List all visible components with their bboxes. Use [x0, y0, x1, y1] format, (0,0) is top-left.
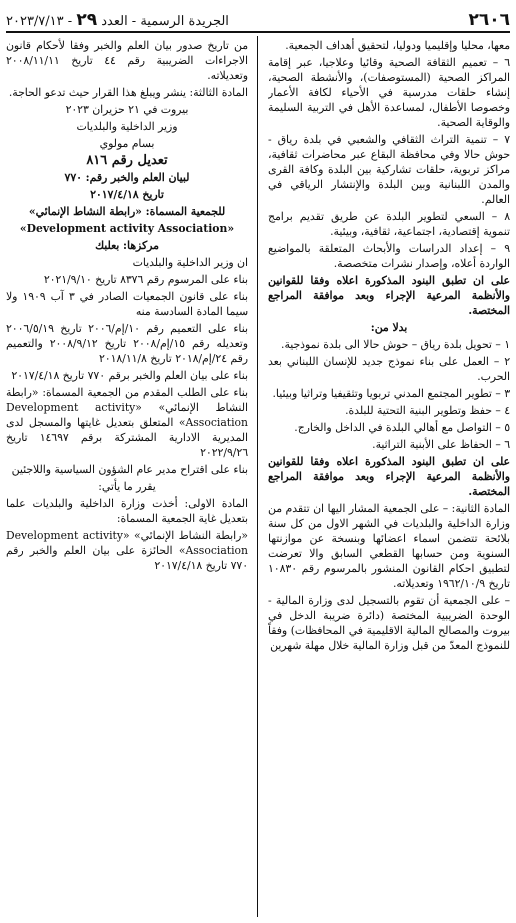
paragraph: يقرر ما يأتي:	[98, 480, 156, 493]
paragraph: ٥ – التواصل مع أهالي البلدة في الداخل والخارج.	[294, 421, 510, 434]
paragraph: المادة الاولى: أخذت وزارة الداخلية والبلديات علما بتعديل غاية الجمعية المسماة:	[6, 497, 248, 525]
left-column	[6, 38, 248, 918]
paragraph: بيروت في ٢١ حزيران ٢٠٢٣	[65, 103, 189, 116]
paragraph: على ان تطبق البنود المذكورة اعلاه وفقا للقوانين والأنظمة المرعية الإجراء وبعد موافقة المراجع المختصة.	[268, 274, 510, 317]
paragraph: مركزها: بعلبك	[95, 239, 159, 252]
paragraph: ٩ – إعداد الدراسات والأبحاث المتعلقة بالمواضيع الواردة أعلاه، وإصدار نشرات متخصصة.	[268, 242, 510, 270]
paragraph: من تاريخ صدور بيان العلم والخبر وفقا لأحكام قانون الاجراءات الضريبية رقم ٤٤ تاريخ ٢٠٠٨/١١/١١ وتعديلاته.	[6, 39, 248, 82]
paragraph: بسام مولوي	[99, 137, 155, 150]
paragraph: بناء على اقتراح مدير عام الشؤون السياسية واللاجئين	[11, 463, 248, 476]
page-header	[6, 6, 510, 30]
paragraph: ٣ – تطوير المجتمع المدني تربويا وتثقيفيا وتراثيا وبيئيا.	[272, 387, 510, 400]
header-rule	[6, 31, 510, 33]
paragraph: تاريخ ٢٠١٧/٤/١٨	[90, 188, 164, 201]
paragraph: بدلا من:	[370, 321, 408, 334]
paragraph: «رابطة النشاط الإنمائي» «Development activity Association» الحائزة على بيان العلم والخبر رقم ٧٧٠ تاريخ ٢٠١٧/٤/١٨	[6, 529, 248, 572]
paragraph: ٦ – تعميم الثقافة الصحية وقائيا وعلاجيا، عبر إقامة المراكز الصحية (المستوصفات)، والأنشطة الصحية، إنشاء حلقات مدرسية في الأحياء لكافة الأعمار وخصوصا الأطفال، لمساعدة الأهل في التربية السليمة والوقاية الصحية.	[268, 56, 510, 129]
paragraph: بناء على بيان العلم والخبر برقم ٧٧٠ تاريخ ٢٠١٧/٤/١٨	[11, 369, 248, 382]
column-divider	[257, 36, 258, 917]
paragraph: ٧ – تنمية التراث الثقافي والشعبي في بلدة رياق - حوش حالا وفي محافظة البقاع عبر محاضرات ثقافية، مراكز تربوية، حلقات تشاركية بين البلدة وكافة القرى والمدن اللبنانية وبين البلدة والإنتشار الرياقي في العالم.	[268, 133, 510, 206]
paragraph: وزير الداخلية والبلديات	[76, 120, 178, 133]
paragraph: بناء على الطلب المقدم من الجمعية المسماة: «رابطة النشاط الإنمائي» «Development activity Association» المتعلق بتعديل غايتها والمسجل لدى المديرية الادارية المشتركة برقم ١٤٦٩٧ تاريخ ٢٠٢٢/٩/٢٦	[6, 386, 248, 459]
paragraph: للجمعية المسماة: «رابطة النشاط الإنمائي»	[28, 205, 226, 218]
paragraph: المادة الثالثة: ينشر ويبلغ هذا القرار حيث تدعو الحاجة.	[8, 86, 248, 99]
issue-number: ٢٩	[76, 10, 98, 30]
paragraph: على ان تطبق البنود المذكورة اعلاه وفقا للقوانين والأنظمة المرعية الإجراء وبعد موافقة المراجع المختصة.	[268, 455, 510, 498]
paragraph: ٨ – السعي لتطوير البلدة عن طريق تقديم برامج تنموية إقتصادية، اجتماعية، ثقافية، وبيئية.	[268, 210, 510, 238]
issue-date: - ٢٠٢٣/٧/١٣	[6, 14, 73, 29]
paragraph: بناء على المرسوم رقم ٨٣٧٦ تاريخ ٢٠٢١/٩/١٠	[43, 273, 248, 286]
paragraph: تعديل رقم ٨١٦	[86, 153, 168, 168]
paragraph: معها، محليا وإقليميا ودوليا، لتحقيق أهداف الجمعية.	[285, 39, 510, 52]
paragraph: بناء على قانون الجمعيات الصادر في ٣ آب ١٩٠٩ ولا سيما المادة السادسة منه	[6, 290, 248, 318]
paragraph: ان وزير الداخلية والبلديات	[132, 256, 248, 269]
paragraph: بناء على التعميم رقم ١٠/إم/٢٠٠٦ تاريخ ٢٠٠٦/٥/١٩ وتعديله رقم ١٥/إم/٢٠٠٨ تاريخ ٢٠٠٨/٩/١٢ والتعميم رقم ٢٤/إم/٢٠١٨ تاريخ ٢٠١٨/١١/٨	[6, 322, 248, 365]
paragraph: المادة الثانية: – على الجمعية المشار اليها ان تتقدم من وزارة الداخلية والبلديات في الشهر الاول من كل سنة بلائحة تتضمن اسماء اعضائها وبنسخة عن موازنتها السنوية ومن حسابها القطعي السابق والا تعرضت لتطبيق احكام القانون المنشور بالمرسوم رقم ١٠٨٣٠ تاريخ ١٩٦٢/١٠/٩ وتعديلاته.	[268, 502, 510, 590]
gazette-title	[6, 10, 229, 30]
right-column	[268, 38, 510, 918]
page-number: ٢٦٠٦	[468, 10, 510, 30]
paragraph: – على الجمعية أن تقوم بالتسجيل لدى وزارة المالية - الوحدة الضريبية المختصة (دائرة ضريبة الدخل في بيروت والمصالح المالية الاقليمية في المحافظات) وفقاً للنموذج المعدّ من قبل وزارة المالية خلال مهلة شهرين	[268, 594, 510, 652]
paragraph: لبيان العلم والخبر رقم: ٧٧٠	[64, 171, 190, 184]
paragraph: ٦ – الحفاظ على الأبنية التراثية.	[372, 438, 510, 451]
paragraph: ٢ – العمل على بناء نموذج جديد للإنسان اللبناني بعد الحرب.	[268, 355, 510, 383]
paragraph: «Development activity Association»	[19, 222, 235, 235]
paragraph: ٤ – حفظ وتطوير البنية التحتية للبلدة.	[345, 404, 510, 417]
gazette-name: الجريدة الرسمية - العدد	[101, 14, 229, 29]
paragraph: ١ – تحويل بلدة رياق – حوش حالا الى بلدة نموذجية.	[281, 338, 510, 351]
